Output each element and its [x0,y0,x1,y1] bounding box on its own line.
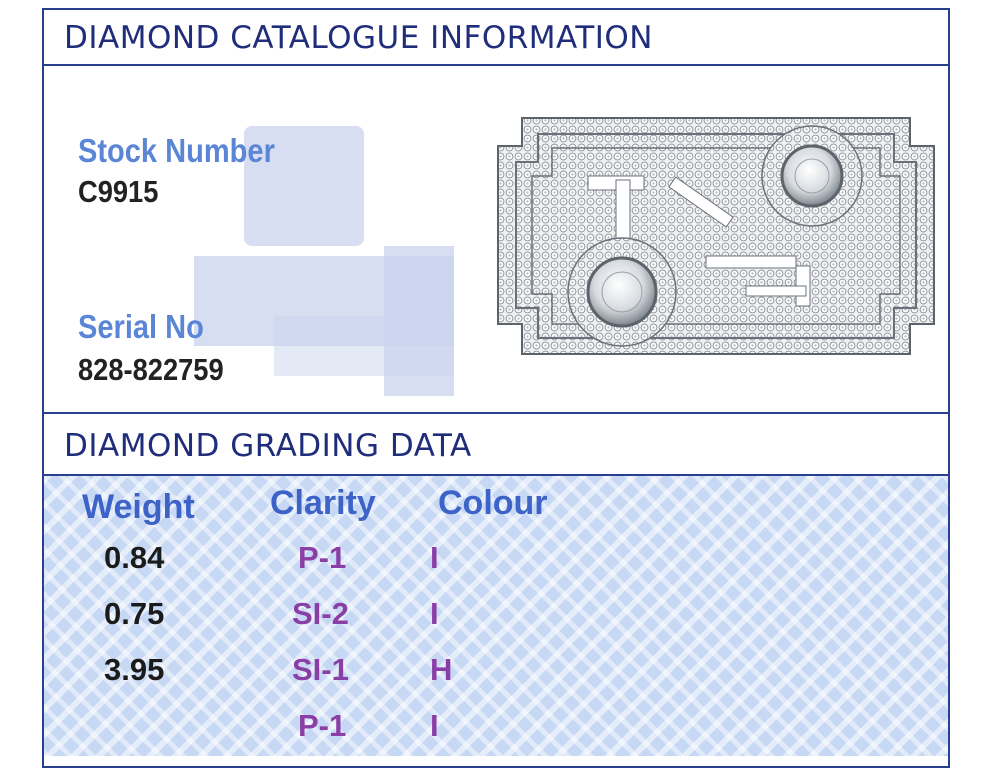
weight-cell: 3.95 [104,652,165,687]
catalogue-title: DIAMOND CATALOGUE INFORMATION [64,20,653,56]
diamond-brooch-photo [496,116,936,365]
weight-cell: 0.84 [104,540,165,575]
column-header-clarity: Clarity [270,484,376,522]
colour-cell: I [430,596,439,631]
colour-cell: H [430,652,453,687]
colour-cell: I [430,708,439,743]
stock-number-value: C9915 [78,174,159,209]
weight-cell: 0.75 [104,596,165,631]
background-ghost-shape [274,316,454,376]
colour-cell: I [430,540,439,575]
grading-header [44,412,948,476]
clarity-cell: P-1 [298,708,347,743]
clarity-cell: SI-1 [292,652,349,687]
grading-title: DIAMOND GRADING DATA [64,428,472,464]
stock-number-label: Stock Number [78,132,275,169]
column-header-weight: Weight [82,488,195,526]
grading-table [44,476,948,756]
serial-number-value: 828-822759 [78,352,224,387]
serial-number-label: Serial No [78,308,204,345]
clarity-cell: P-1 [298,540,347,575]
column-header-colour: Colour [438,484,548,522]
clarity-cell: SI-2 [292,596,349,631]
catalogue-header [44,10,948,66]
